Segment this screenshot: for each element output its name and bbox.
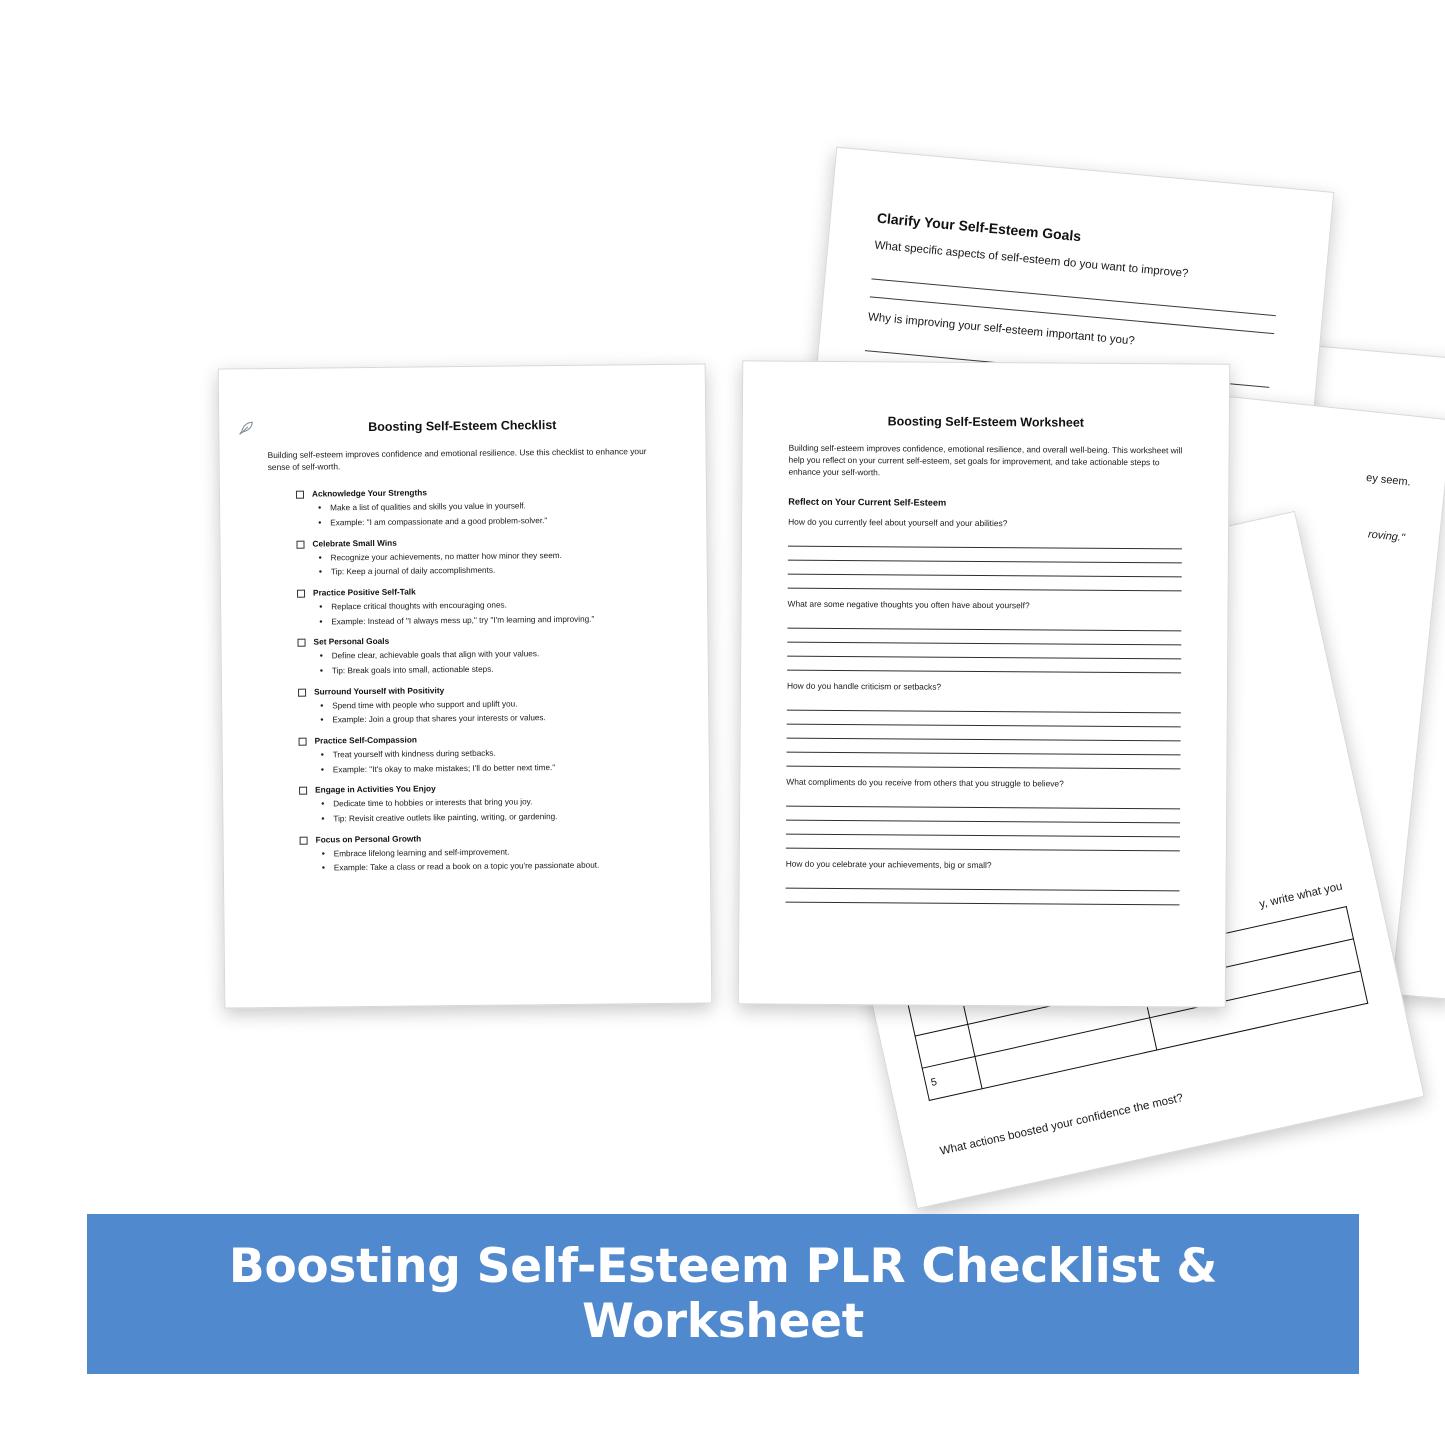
checkbox-icon[interactable]	[296, 491, 304, 499]
checklist-group	[271, 732, 661, 776]
worksheet-title: Boosting Self-Esteem Worksheet	[887, 414, 1085, 430]
checkbox-icon[interactable]	[298, 688, 306, 696]
checklist-group	[268, 535, 658, 579]
checklist-item-label: Practice Self-Compassion	[314, 734, 417, 746]
tracker-bottom-question: What actions boosted your confidence the most?	[938, 1092, 1185, 1158]
checklist-item[interactable]	[296, 535, 658, 549]
checklist-intro: Building self-esteem improves confidence and emotional resilience. Use this checklist to enhance your sense of self-worth.	[267, 446, 647, 473]
checklist-item[interactable]	[296, 485, 658, 499]
checkbox-icon[interactable]	[299, 787, 307, 795]
checklist-item-label: Practice Positive Self-Talk	[312, 586, 416, 598]
checklist-item-label: Surround Yourself with Positivity	[313, 684, 445, 697]
checkbox-icon[interactable]	[296, 540, 304, 548]
worksheet-question: How do you currently feel about yourself and your abilities?	[788, 516, 1008, 528]
answer-line[interactable]	[786, 752, 1180, 769]
worksheet-question: What are some negative thoughts you often have about yourself?	[787, 598, 1030, 610]
checklist-item-label: Engage in Activities You Enjoy	[315, 783, 436, 795]
worksheet-page	[738, 360, 1230, 1007]
checklist-item-label: Acknowledge Your Strengths	[311, 487, 427, 499]
checklist-bullet: • Example: "I am compassionate and a good problem-solver."	[330, 515, 658, 529]
checklist-bullet: • Recognize your achievements, no matter how minor they seem.	[331, 550, 659, 564]
checklist-bullet: • Example: Instead of "I always mess up," try "I'm learning and improving."	[331, 614, 659, 628]
checklist-group	[269, 584, 659, 628]
checklist-group	[271, 781, 661, 825]
answer-line[interactable]	[786, 834, 1180, 851]
checklist-bullet: • Dedicate time to hobbies or interests that bring you joy.	[333, 796, 661, 810]
checklist-bullet: • Example: Join a group that shares your interests or values.	[332, 712, 660, 726]
checklist-group	[270, 683, 660, 727]
checklist-group	[272, 831, 662, 875]
checklist-bullet: • Define clear, achievable goals that align with your values.	[332, 648, 660, 662]
checklist-group	[269, 633, 659, 677]
checklist-bullet: • Treat yourself with kindness during setbacks.	[333, 747, 661, 761]
goals-page-title: Clarify Your Self-Esteem Goals	[876, 209, 1082, 245]
worksheet-intro: Building self-esteem improves confidence, emotional resilience, and overall well-being. This worksheet will help you reflect on your current self-esteem, set goals for improvement, and take actionable steps to enhance your self-worth.	[788, 442, 1183, 478]
checklist-item[interactable]	[300, 831, 662, 845]
checkbox-icon[interactable]	[297, 590, 305, 598]
banner-title: Boosting Self-Esteem PLR Checklist & Worksheet	[228, 1239, 1218, 1349]
worksheet-question: How do you handle criticism or setbacks?	[786, 680, 942, 692]
tracker-intro-fragment: y, write what you	[1258, 880, 1344, 911]
worksheet-section-title: Reflect on Your Current Self-Esteem	[788, 496, 947, 508]
checklist-bullet: • Tip: Revisit creative outlets like painting, writing, or gardening.	[333, 811, 661, 825]
checklist-bullet: • Spend time with people who support and uplift you.	[332, 698, 660, 712]
worksheet-question: What compliments do you receive from others that you struggle to believe?	[786, 776, 1064, 789]
checklist-bullet: • Example: Take a class or read a book on a topic you're passionate about.	[334, 860, 662, 874]
checklist-item[interactable]	[298, 683, 660, 697]
checklist-bullet: • Tip: Break goals into small, actionable steps.	[332, 663, 660, 677]
checklist-item[interactable]	[299, 781, 661, 795]
answer-line[interactable]	[785, 888, 1179, 905]
checkbox-icon[interactable]	[297, 639, 305, 647]
answer-line[interactable]	[788, 574, 1182, 591]
checklist-bullet: • Embrace lifelong learning and self-improvement.	[334, 846, 662, 860]
checklist-item[interactable]	[299, 732, 661, 746]
feather-logo-icon	[237, 419, 255, 437]
checkbox-icon[interactable]	[300, 836, 308, 844]
checklist-bullet: • Replace critical thoughts with encouraging ones.	[331, 599, 659, 613]
goals-question-2: Why is improving your self-esteem important to you?	[867, 311, 1136, 348]
checklist-title: Boosting Self-Esteem Checklist	[368, 418, 557, 434]
checklist-item[interactable]	[297, 633, 659, 647]
checkbox-icon[interactable]	[299, 738, 307, 746]
answer-line[interactable]	[787, 656, 1181, 673]
checklist-item-label: Focus on Personal Growth	[315, 833, 422, 845]
fragment-line-2: roving."	[1367, 528, 1406, 545]
fragment-line-1: ey seem.	[1365, 471, 1412, 489]
checklist-group	[268, 485, 658, 529]
title-banner	[87, 1214, 1359, 1374]
goals-question-1: What specific aspects of self-esteem do you want to improve?	[873, 239, 1189, 281]
checklist-bullet: • Example: "It's okay to make mistakes; I'll do better next time."	[333, 762, 661, 776]
checklist-bullet: • Make a list of qualities and skills you value in yourself.	[330, 500, 658, 514]
checklist-page	[218, 363, 713, 1008]
checklist-item-label: Celebrate Small Wins	[312, 537, 397, 549]
checklist-item[interactable]	[297, 584, 659, 598]
table-cell: 5	[922, 1057, 982, 1101]
checklist-bullet: • Tip: Keep a journal of daily accomplishments.	[331, 564, 659, 578]
checklist-item-label: Set Personal Goals	[313, 636, 390, 647]
worksheet-question: How do you celebrate your achievements, big or small?	[785, 858, 992, 870]
